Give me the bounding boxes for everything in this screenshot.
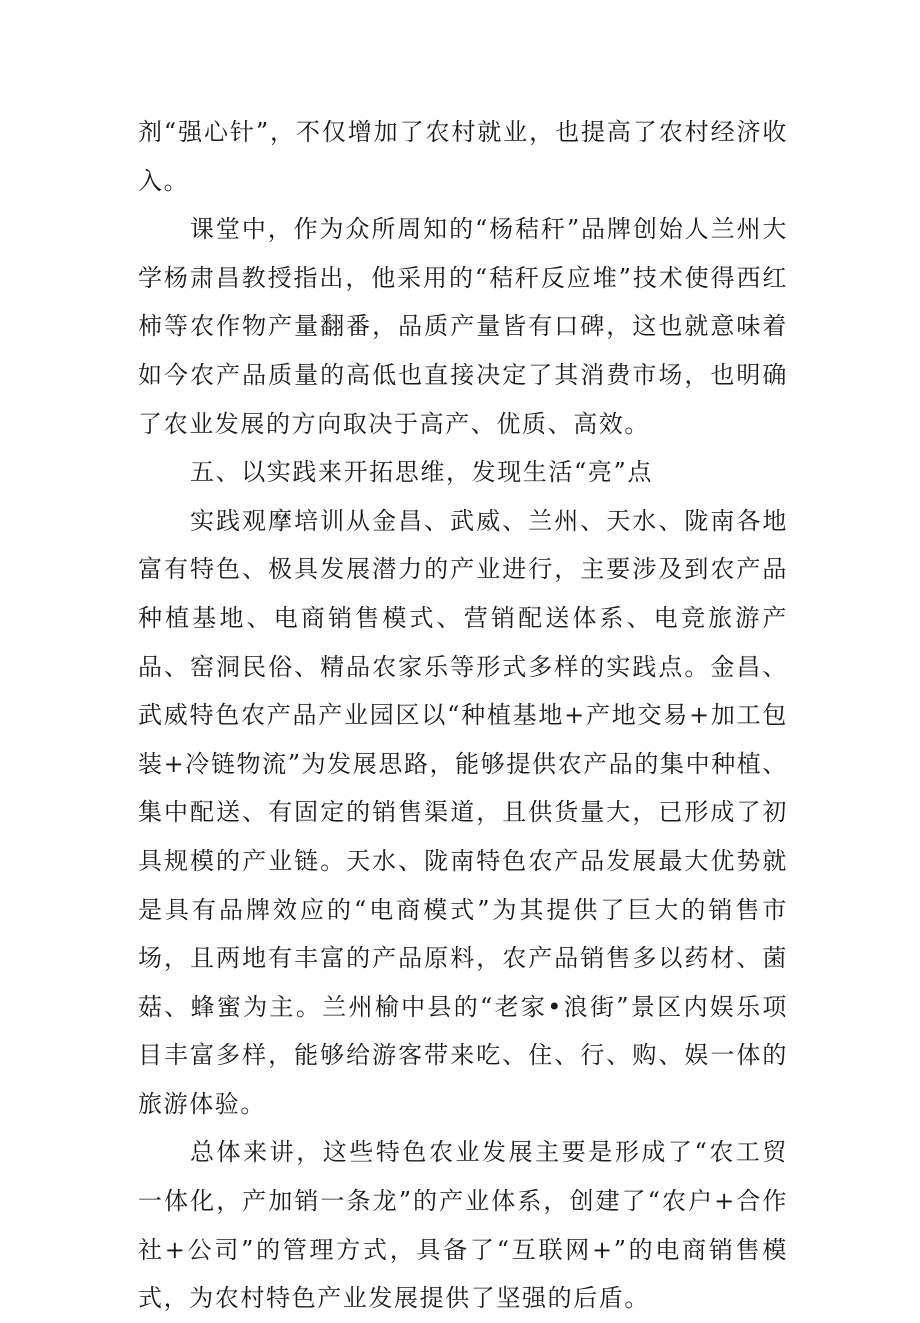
paragraph-lecture: 课堂中，作为众所周知的“杨秸秆”品牌创始人兰州大学杨肃昌教授指出，他采用的“秸秆反应堆”技术使得西红柿等农作物产量翻番，品质产量皆有口碑，这也就意味着如今农产品质量的高低也直接决定了其消费市场，也明确了农业发展的方向取决于高产、优质、高效。 [138, 215, 788, 438]
paragraph-continuation: 剂“强心针”，不仅增加了农村就业，也提高了农村经济收入。 [138, 118, 788, 195]
section-heading: 五、以实践来开拓思维，发现生活“亮”点 [190, 458, 653, 487]
document-body [138, 108, 788, 1323]
paragraph-practice: 实践观摩培训从金昌、武威、兰州、天水、陇南各地富有特色、极具发展潜力的产业进行，主要涉及到农产品种植基地、电商销售模式、营销配送体系、电竞旅游产品、窑洞民俗、精品农家乐等形式多样的实践点。金昌、武威特色农产品产业园区以“种植基地+产地交易+加工包装+冷链物流”为发展思路，能够提供农产品的集中种植、集中配送、有固定的销售渠道，且供货量大，已形成了初具规模的产业链。天水、陇南特色农产品发展最大优势就是具有品牌效应的“电商模式”为其提供了巨大的销售市场，且两地有丰富的产品原料，农产品销售多以药材、菌菇、蜂蜜为主。兰州榆中县的“老家•浪街”景区内娱乐项目丰富多样，能够给游客带来吃、住、行、购、娱一体的旅游体验。 [138, 506, 788, 1118]
paragraph-summary: 总体来讲，这些特色农业发展主要是形成了“农工贸一体化，产加销一条龙”的产业体系，创建了“农户+合作社+公司”的管理方式，具备了“互联网+”的电商销售模式，为农村特色产业发展提供了坚强的后盾。 [138, 1138, 788, 1313]
